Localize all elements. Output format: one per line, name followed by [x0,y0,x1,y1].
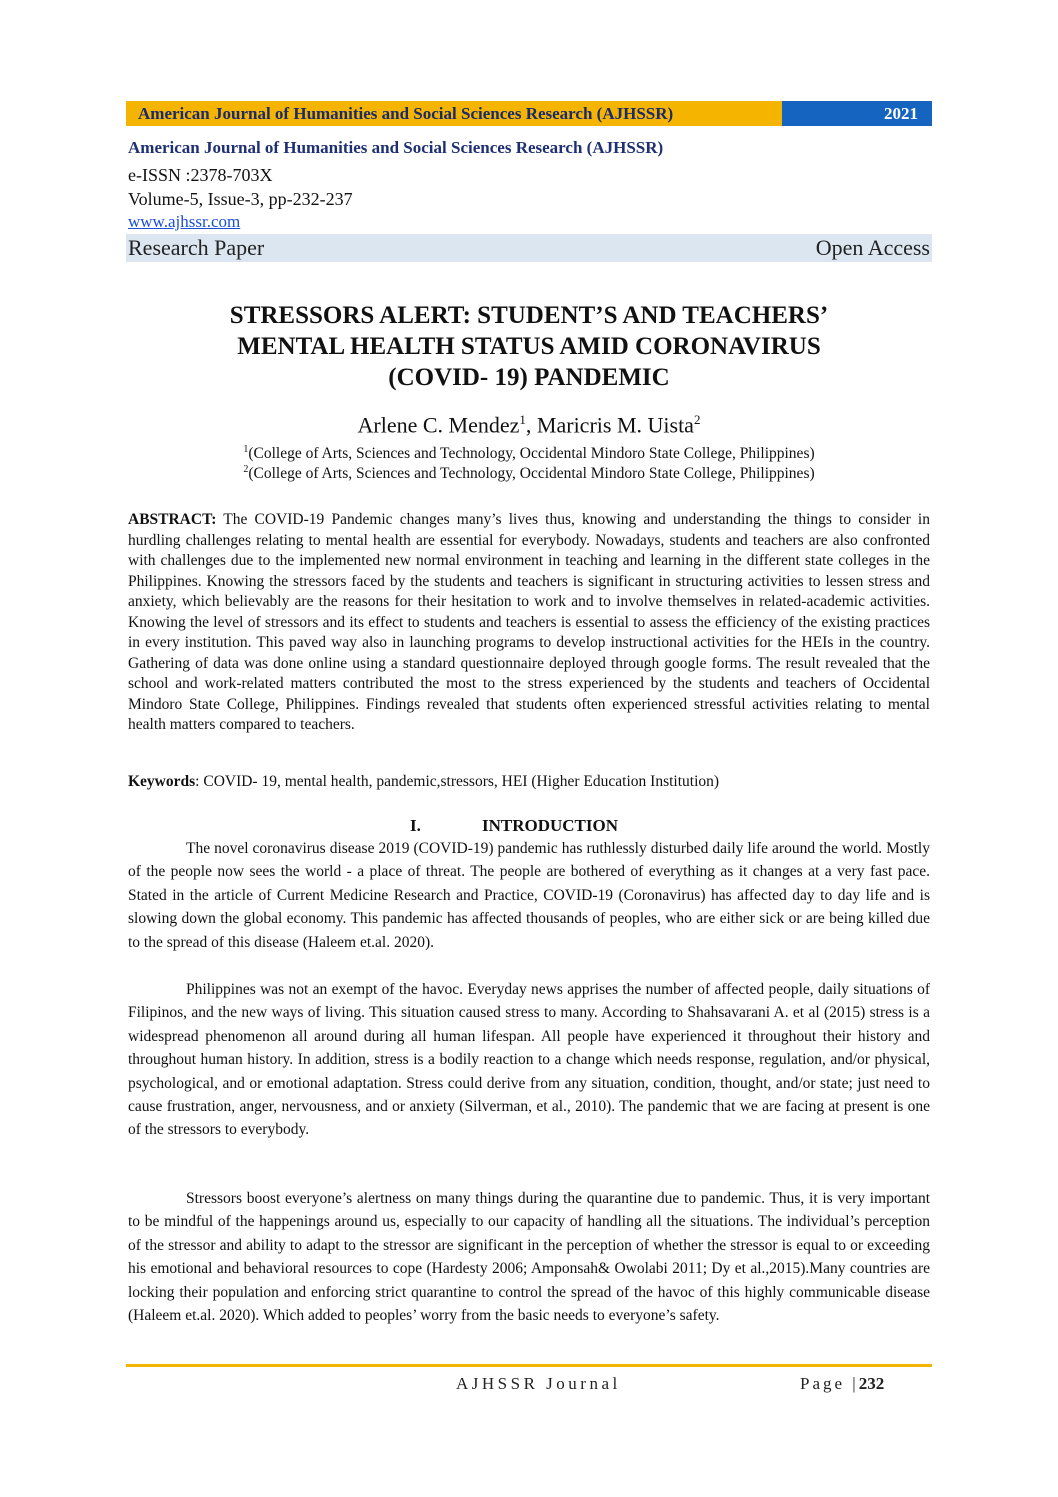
author-affiliation-mark: 2 [693,412,701,427]
footer-divider [126,1364,932,1367]
affiliation-mark: 1 [243,444,249,455]
footer-page [800,1374,884,1394]
title-line: (COVID- 19) PANDEMIC [388,364,670,391]
footer-journal: AJHSSR Journal [456,1374,621,1393]
body-paragraph: The novel coronavirus disease 2019 (COVID-19) pandemic has ruthlessly disturbed daily life around the world. Mostly of the people now sees the world - a place of threat. The people are bothered of everything as it changes at a very fast pace. Stated in the article of Current Medicine Research and Practice, COVID-19 (Coronavirus) has affected day to day life and is slowing down the global economy. This pandemic has affected thousands of peoples, who are either sick or are being killed due to the spread of this disease (Haleem et.al. 2020). [128,840,930,951]
affiliation-mark: 2 [243,464,249,475]
affiliation [126,444,932,463]
keywords-label: Keywords [128,773,196,790]
article-title [126,300,932,393]
body-paragraph: Stressors boost everyone’s alertness on many things during the quarantine due to pandemic. Thus, it is very important to be mindful of the happenings around us, especially to our capacity of handling all the situations. The individual’s perception of the stressor and ability to adapt to the stressor are significant in the perception of whether the stressor is equal to or exceeding his emotional and behavioral resources to cope (Hardesty 2006; Amponsah& Owolabi 2011; Dy et al.,2015).Many countries are locking their population and enforcing strict quarantine to control the spread of the havoc of this highly communicable disease (Haleem et.al. 2020). Which added to peoples’ worry from the basic needs to everyone’s safety. [128,1190,930,1325]
journal-name: American Journal of Humanities and Social Sciences Research (AJHSSR) [128,138,664,157]
header-journal-title: American Journal of Humanities and Social Sciences Research (AJHSSR) [126,101,782,126]
author-name: Maricris M. Uista [536,412,694,438]
author-separator: , [525,412,537,438]
paper-type-bar [126,234,932,262]
keywords-text: : COVID- 19, mental health, pandemic,stressors, HEI (Higher Education Institution) [195,773,720,790]
keywords [128,773,930,791]
author-affiliation-mark: 1 [519,412,526,427]
journal-website-link[interactable]: www.ajhssr.com [128,212,241,231]
section-number: I. [410,816,421,835]
volume-issue: Volume-5, Issue-3, pp-232-237 [128,189,353,209]
body-paragraph: Philippines was not an exempt of the havoc. Everyday news apprises the number of affected people, daily situations of Filipinos, and the new ways of living. This situation caused stress to many. According to Shahsavarani A. et al (2015) stress is a widespread phenomenon all around during all human lifespan. All people have experienced it throughout their history and throughout human history. In addition, stress is a bodily reaction to a change which needs response, regulation, and/or physical, psychological, and or emotional adaptation. Stress could derive from any situation, condition, thought, and/or state; just need to cause frustration, anger, nervousness, and or anxiety (Silverman, et al., 2010). The pandemic that we are facing at present is one of the stressors to everybody. [128,981,930,1139]
abstract [128,510,930,736]
author-name: Arlene C. Mendez [357,412,520,438]
paper-type: Research Paper [128,235,265,260]
issn: e-ISSN :2378-703X [128,165,273,185]
affiliation [126,464,932,483]
title-line: STRESSORS ALERT: STUDENT’S AND TEACHERS’ [229,302,829,329]
affiliation-text: (College of Arts, Sciences and Technology, Occidental Mindoro State College, Philippines) [248,465,815,483]
abstract-text: The COVID-19 Pandemic changes many’s lives thus, knowing and understanding the things to consider in hurdling challenges relating to mental health are essential for everybody. Nowadays, students and teachers are also confronted with challenges due to the implemented new normal environment in teaching and learning in the different state colleges in the Philippines. Knowing the stressors faced by the students and teachers is significant in structuring activities to lessen stress and anxiety, which believably are the reasons for their hesitation to work and to involve themselves in related-academic activities. Knowing the level of stressors and its effect to students and teachers is essential to assess the efficiency of the existing practices in every institution. This paved way also in launching programs to develop instructional activities for the HEIs in the country. Gathering of data was done online using a standard questionnaire deployed through google forms. The result revealed that the school and work-related matters contributed the most to the stress experienced by the students and teachers of Occidental Mindoro State College, Philippines. Findings revealed that students often experienced stressful activities relating to mental health matters compared to teachers. [128,511,930,733]
section-title: INTRODUCTION [482,816,619,835]
open-access-label: Open Access [815,235,930,260]
journal-header-bar [126,101,932,126]
abstract-label: ABSTRACT: [128,511,217,528]
author-list [126,412,932,438]
header-year: 2021 [782,101,932,126]
page-label: Page | [800,1374,859,1393]
page-number: 232 [858,1374,885,1393]
affiliation-text: (College of Arts, Sciences and Technology, Occidental Mindoro State College, Philippines) [248,445,815,463]
title-line: MENTAL HEALTH STATUS AMID CORONAVIRUS [237,333,821,360]
